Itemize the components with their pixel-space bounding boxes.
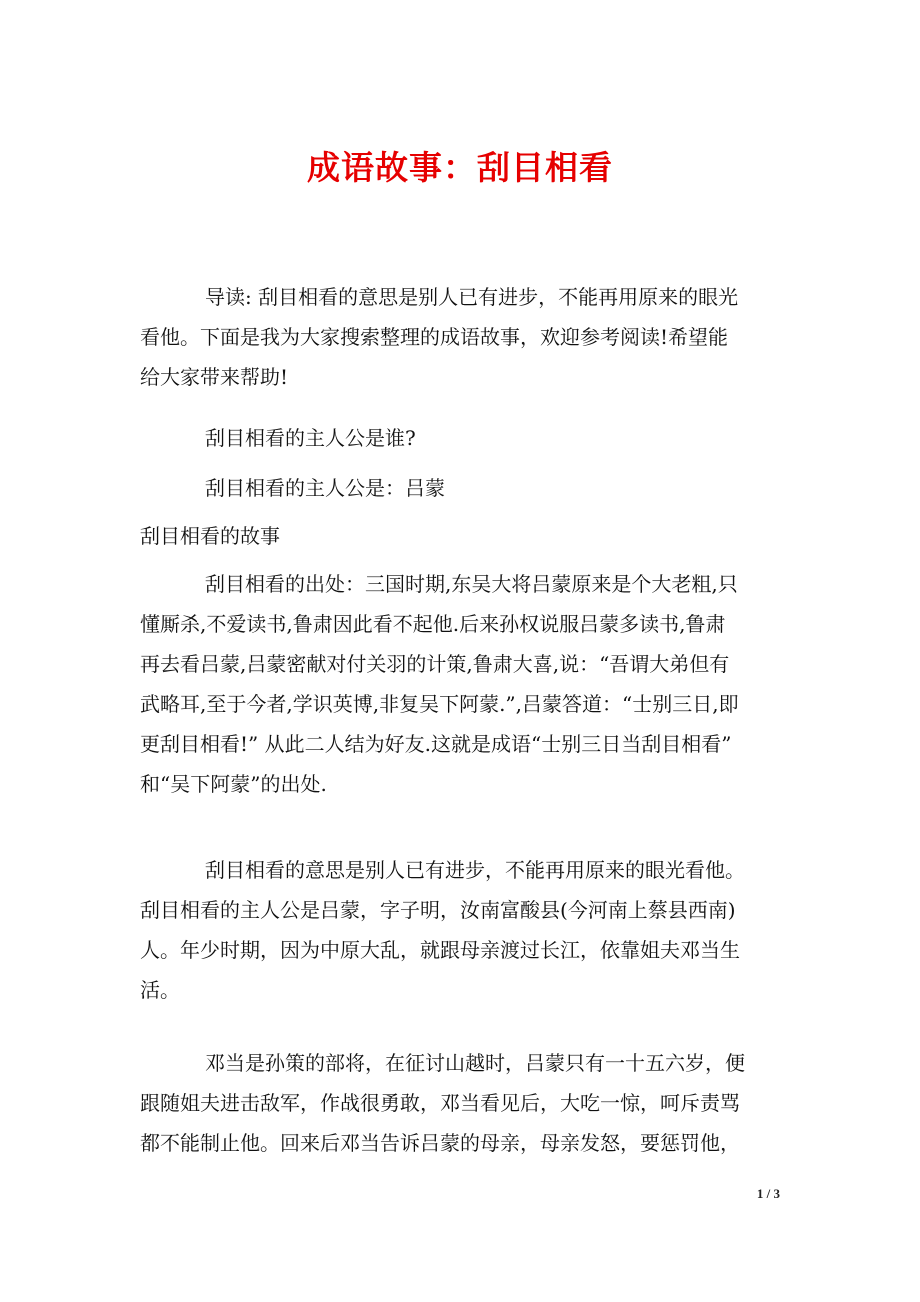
text-line: 刮目相看的主人公是：吕蒙 [205, 476, 445, 500]
text-line: 人。年少时期，因为中原大乱，就跟母亲渡过长江，依靠姐夫邓当生 [140, 938, 740, 962]
text-line: 刮目相看的出处：三国时期,东吴大将吕蒙原来是个大老粗,只 [205, 572, 738, 596]
text-line: 跟随姐夫进击敌军，作战很勇敢，邓当看见后，大吃一惊，呵斥责骂 [140, 1091, 740, 1115]
text-line: 刮目相看的故事 [140, 524, 280, 548]
text-line: 武略耳,至于今者,学识英博,非复吴下阿蒙.”,吕蒙答道：“士别三日,即 [140, 692, 739, 716]
text-line: 给大家带来帮助! [140, 365, 289, 389]
text-line: 看他。下面是我为大家搜索整理的成语故事，欢迎参考阅读!希望能 [140, 325, 729, 349]
text-line: 都不能制止他。回来后邓当告诉吕蒙的母亲，母亲发怒，要惩罚他， [140, 1131, 740, 1155]
text-line: 和“吴下阿蒙”的出处. [140, 772, 327, 796]
section-heading-story [140, 516, 785, 556]
text-line: 刮目相看的主人公是谁? [205, 426, 416, 450]
paragraph-answer [140, 468, 785, 508]
document-title: 成语故事：刮目相看 [307, 148, 613, 187]
text-line: 再去看吕蒙,吕蒙密献对付关羽的计策,鲁肃大喜,说：“吾谓大弟但有 [140, 652, 730, 676]
text-line: 邓当是孙策的部将，在征讨山越时，吕蒙只有一十五六岁，便 [205, 1051, 745, 1075]
text-line: 刮目相看的主人公是吕蒙，字子明，汝南富酸县(今河南上蔡县西南) [140, 898, 736, 922]
text-line: 活。 [140, 978, 180, 1002]
paragraph-origin [140, 564, 785, 804]
page-number: 1 / 3 [756, 1186, 780, 1201]
paragraph-meaning [140, 850, 785, 1010]
text-line: 刮目相看的意思是别人已有进步，不能再用原来的眼光看他。 [205, 858, 745, 882]
paragraph-question [140, 418, 785, 458]
text-line: 导读: 刮目相看的意思是别人已有进步，不能再用原来的眼光 [205, 285, 739, 309]
paragraph-deng-dang [140, 1043, 785, 1163]
paragraph-intro [140, 277, 785, 397]
text-line: 懂厮杀,不爱读书,鲁肃因此看不起他.后来孙权说服吕蒙多读书,鲁肃 [140, 612, 726, 636]
text-line: 更刮目相看!” 从此二人结为好友.这就是成语“士别三日当刮目相看” [140, 732, 732, 756]
